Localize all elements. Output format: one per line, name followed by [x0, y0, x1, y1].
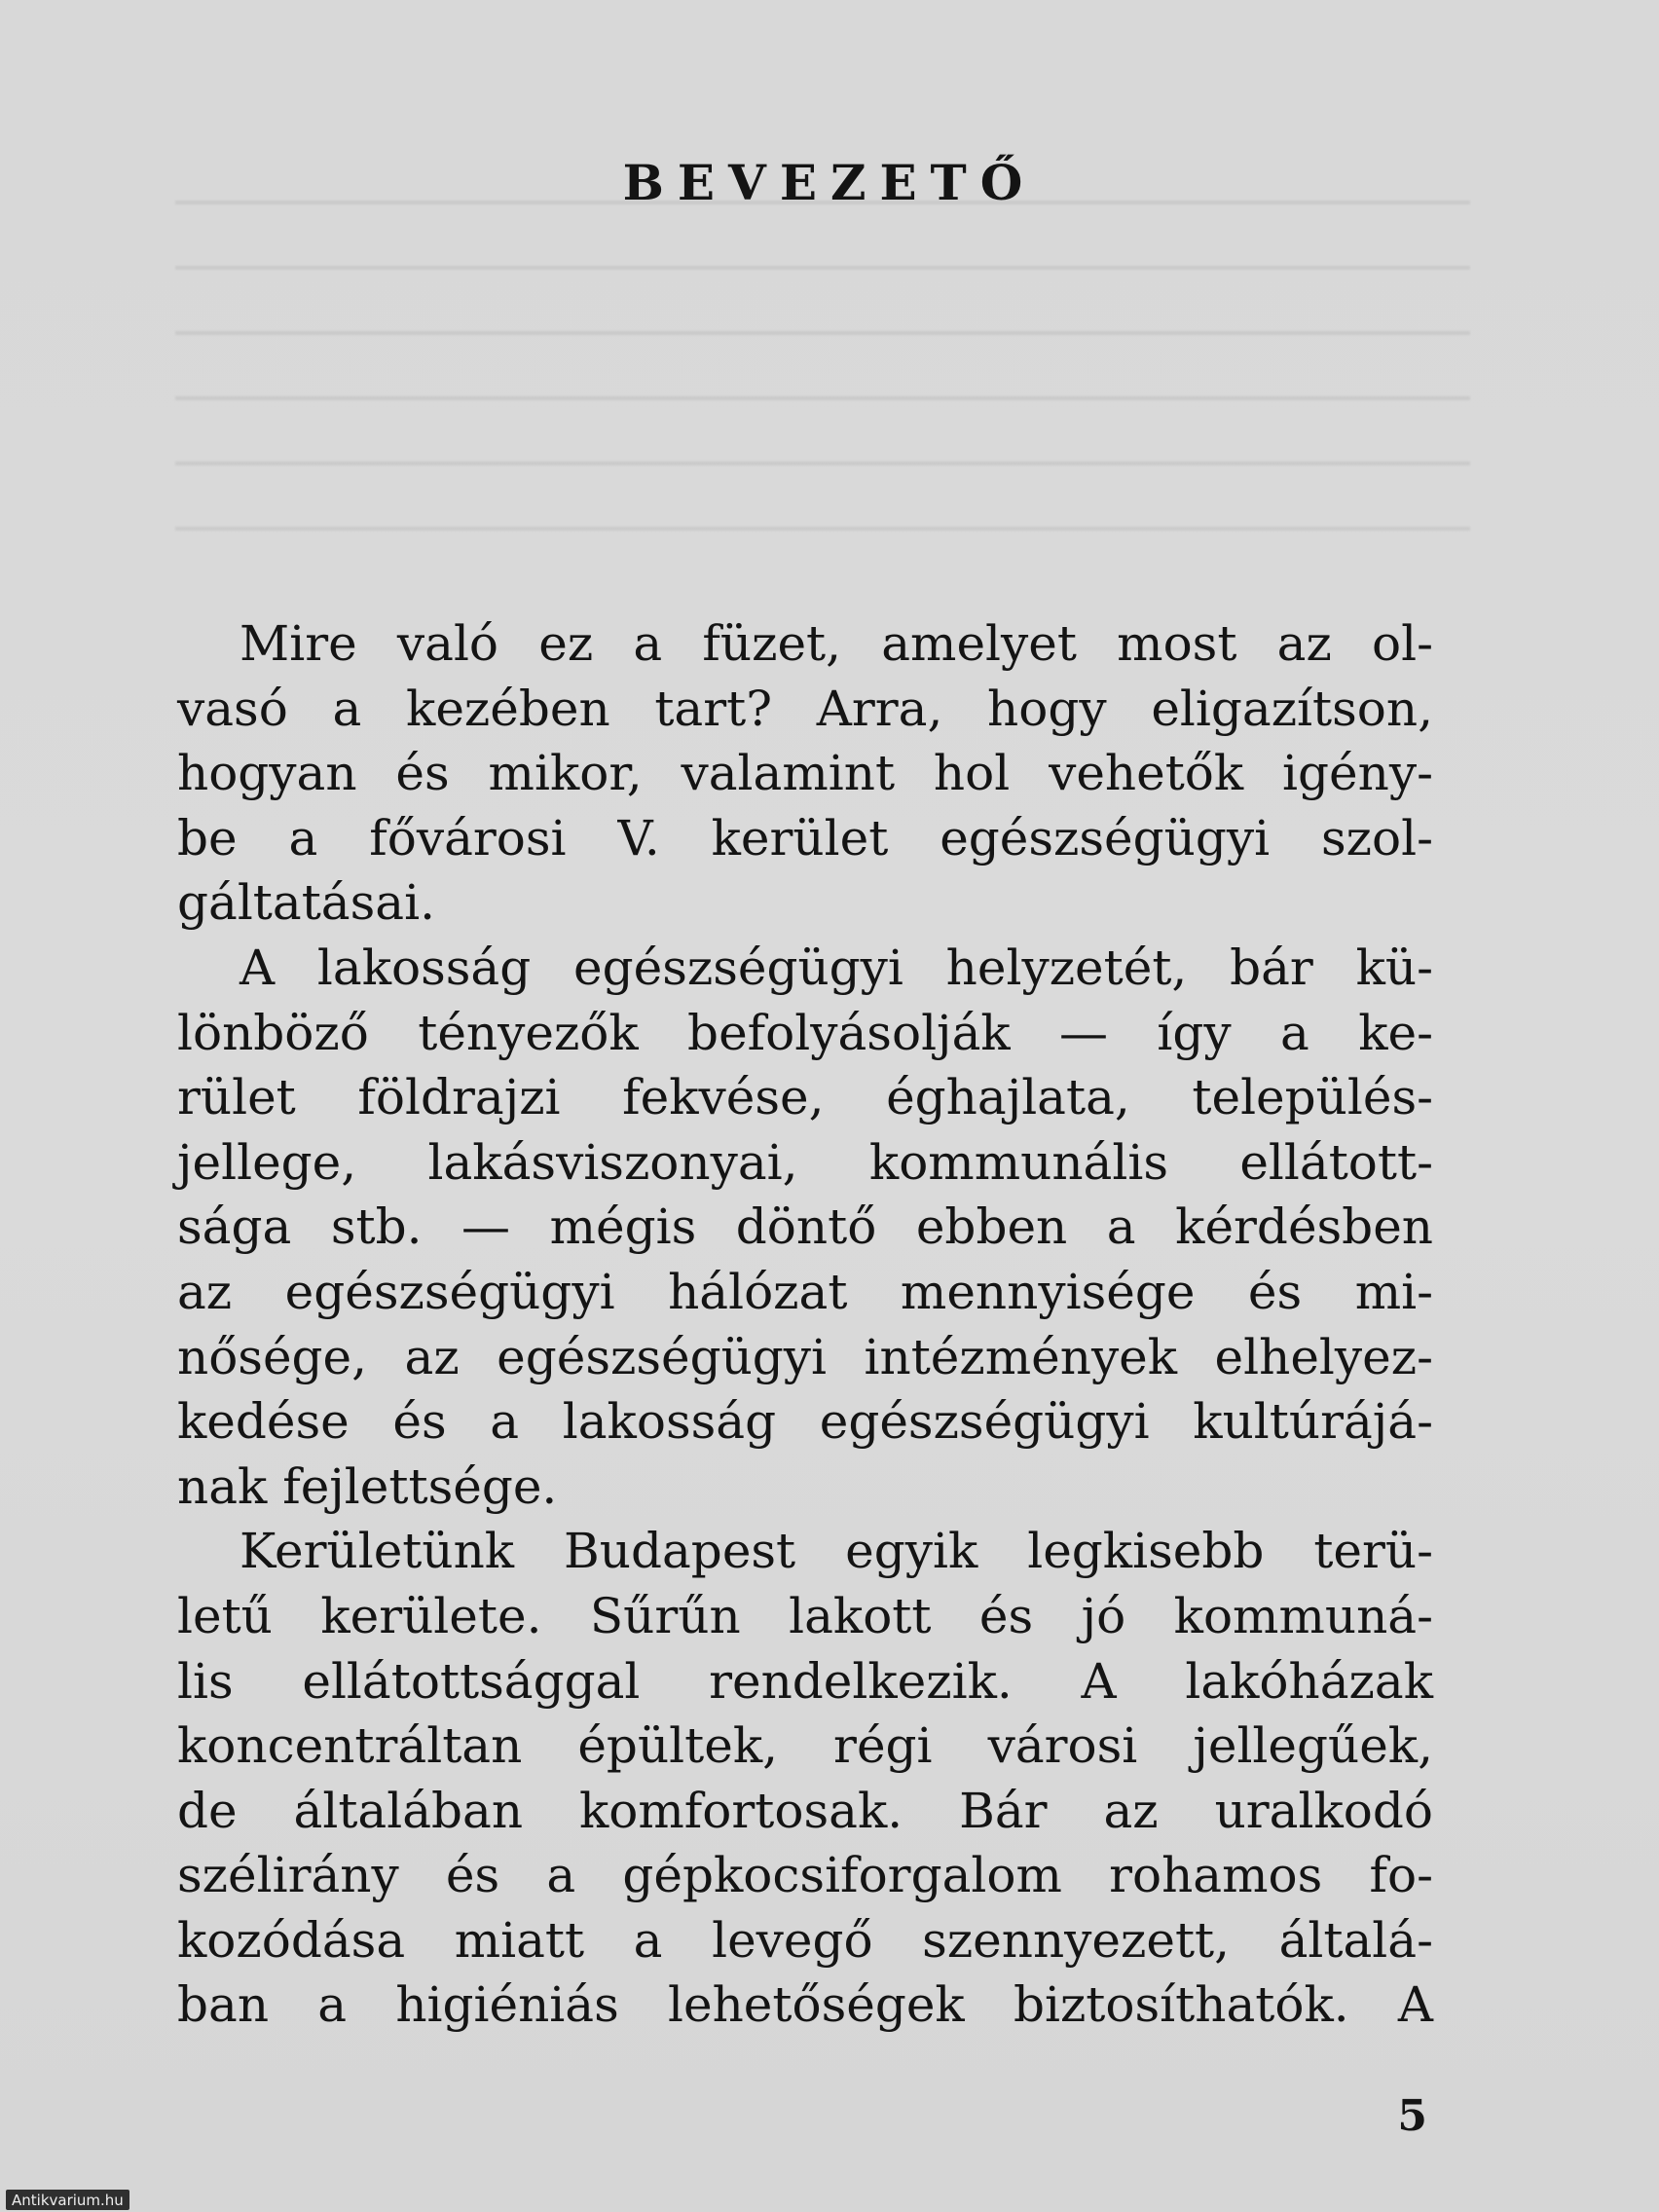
paragraph-3: [177, 1519, 1433, 2038]
text-line: sága stb. — mégis döntő ebben a kérdésben: [177, 1198, 1433, 1256]
text-line: nősége, az egészségügyi intézmények elhelyez-: [177, 1328, 1433, 1385]
text-line: lis ellátottsággal rendelkezik. A lakóházak: [177, 1652, 1433, 1710]
chapter-title: BEVEZETŐ: [622, 154, 1037, 211]
text-line: kedése és a lakosság egészségügyi kultúrájá-: [177, 1393, 1433, 1451]
paragraph-2: [177, 936, 1433, 1519]
text-line: jellege, lakásviszonyai, kommunális ellátott-: [177, 1133, 1433, 1191]
paragraph-1: [177, 611, 1433, 936]
text-line: Kerületünk Budapest egyik legkisebb terü-: [240, 1523, 1433, 1580]
body-text: [177, 611, 1433, 2038]
text-line: letű kerülete. Sűrűn lakott és jó kommuná-: [177, 1587, 1433, 1644]
text-line: gáltatásai.: [177, 874, 435, 932]
text-line: kozódása miatt a levegő szennyezett, általá-: [177, 1911, 1433, 1969]
text-line: lönböző tényezők befolyásolják — így a ke-: [177, 1004, 1433, 1061]
show-through-shadow: [175, 166, 1470, 574]
text-line: ban a higiéniás lehetőségek biztosíthatók. A: [177, 1976, 1433, 2034]
text-line: be a fővárosi V. kerület egészségügyi szol-: [177, 809, 1433, 866]
page-number: 5: [1397, 2091, 1427, 2141]
text-line: nak fejlettsége.: [177, 1457, 558, 1515]
watermark-label: Antikvarium.hu: [6, 2190, 129, 2210]
text-line: A lakosság egészségügyi helyzetét, bár kü-: [240, 939, 1433, 996]
text-line: szélirány és a gépkocsiforgalom rohamos fo-: [177, 1847, 1433, 1904]
text-line: Mire való ez a füzet, amelyet most az ol-: [240, 615, 1433, 672]
text-line: vasó a kezében tart? Arra, hogy eligazítson,: [177, 680, 1433, 737]
text-line: koncentráltan épültek, régi városi jellegűek,: [177, 1717, 1433, 1775]
text-line: hogyan és mikor, valamint hol vehetők igény-: [177, 745, 1433, 802]
text-line: rület földrajzi fekvése, éghajlata, település-: [177, 1069, 1433, 1126]
text-line: az egészségügyi hálózat mennyisége és mi-: [177, 1263, 1433, 1320]
text-line: de általában komfortosak. Bár az uralkodó: [177, 1782, 1433, 1839]
